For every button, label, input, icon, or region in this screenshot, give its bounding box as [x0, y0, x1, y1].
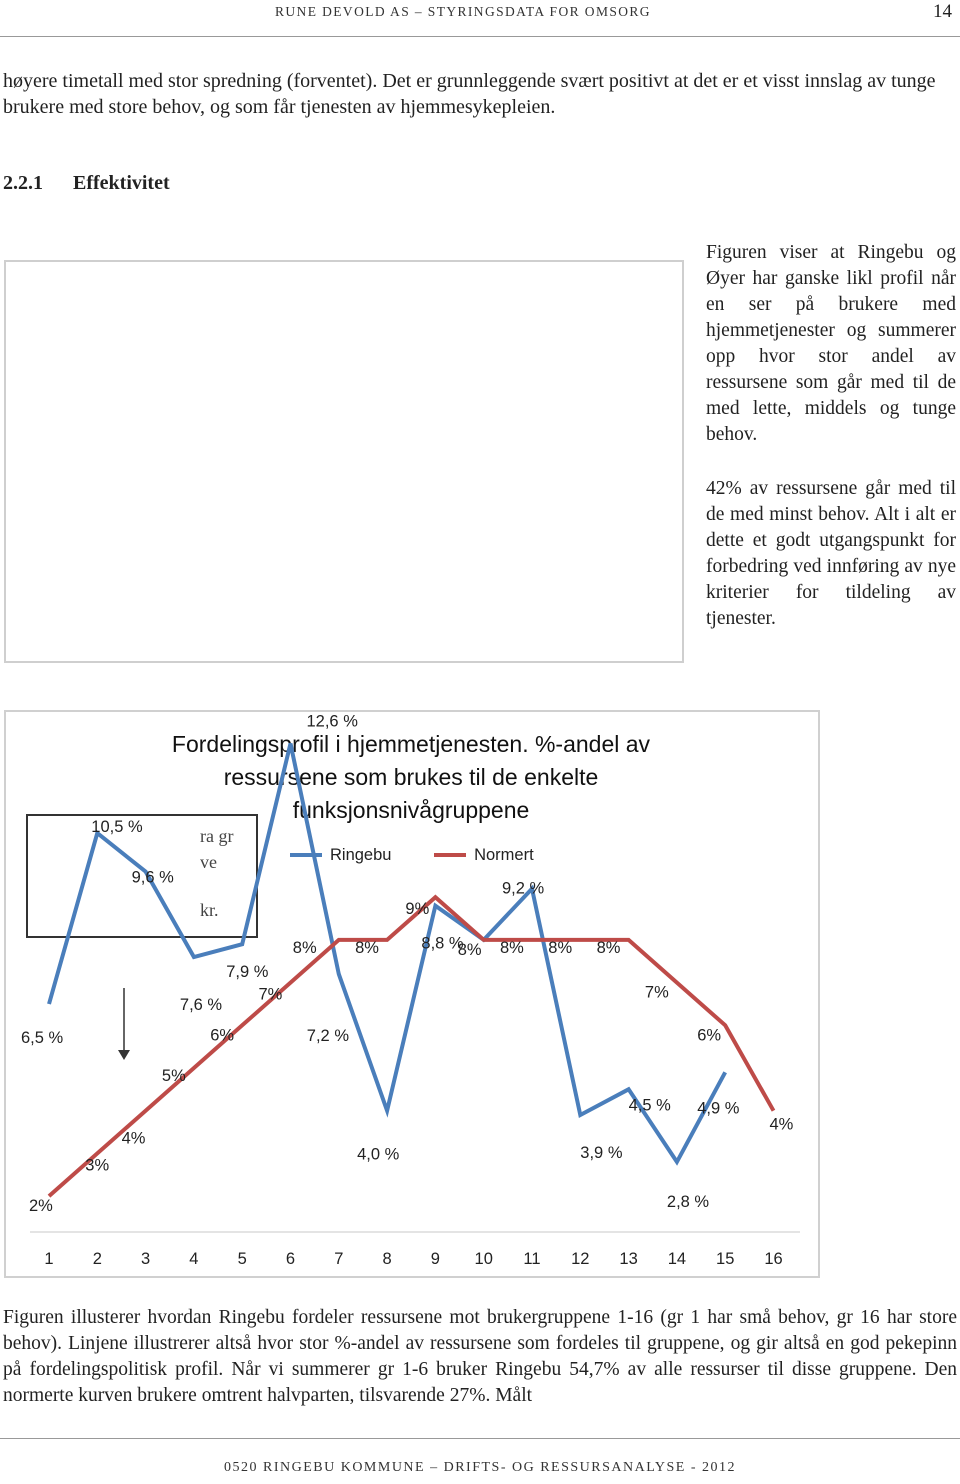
data-label: 6%	[210, 1026, 235, 1045]
side-paragraph-2: 42% av ressursene går med til de med minst behov. Alt i alt er dette et godt utgangspunkt for forbedring ved innføring av nye kriterier for tildeling av tjenester.	[706, 478, 956, 629]
overlay-fragment: kr.	[200, 900, 219, 920]
x-tick-label: 15	[716, 1250, 735, 1268]
data-label: 5%	[161, 1067, 186, 1085]
x-tick-label: 4	[189, 1250, 199, 1268]
data-label: 10,5 %	[91, 818, 143, 837]
series-line-normert	[49, 897, 774, 1196]
x-tick-label: 3	[141, 1250, 151, 1268]
data-label: 8%	[355, 938, 379, 957]
page-footer	[0, 1438, 960, 1484]
data-label: 7,6 %	[179, 995, 223, 1014]
x-tick-label: 8	[382, 1250, 392, 1268]
data-label: 4%	[121, 1129, 146, 1148]
data-label: 7,2 %	[306, 1027, 350, 1046]
data-label: 4,0 %	[357, 1145, 400, 1164]
intro-paragraph: høyere timetall med stor spredning (forventet). Det er grunnleggende svært positivt at det er et visst innslag av tunge brukere med store behov, og som får tjenesten av hjemmesykepleien.	[3, 70, 936, 118]
data-label: 8%	[500, 938, 524, 957]
data-label: 9,2 %	[502, 879, 545, 898]
data-label: 7%	[258, 985, 283, 1004]
data-label: 6%	[697, 1026, 722, 1045]
annotation-arrow-head	[118, 1050, 130, 1060]
x-tick-label: 12	[571, 1250, 590, 1268]
legend-label: Ringebu	[330, 845, 392, 864]
data-label: 4,9 %	[697, 1099, 740, 1118]
data-label: 6,5 %	[21, 1028, 64, 1047]
x-tick-label: 6	[285, 1250, 296, 1268]
x-tick-label: 2	[92, 1250, 102, 1268]
running-title: RUNE DEVOLD AS – STYRINGSDATA FOR OMSORG	[275, 4, 651, 19]
data-label: 4%	[769, 1115, 794, 1134]
x-tick-label: 16	[764, 1250, 783, 1268]
x-tick-label: 5	[237, 1250, 247, 1268]
x-tick-label: 10	[474, 1250, 493, 1268]
data-label: 3,9 %	[580, 1143, 623, 1162]
x-tick-label: 7	[334, 1250, 344, 1268]
figure-caption: Figuren illusterer hvordan Ringebu fordeler ressursene mot brukergruppene 1-16 (gr 1 har små behov, gr 16 har store behov). Linjene illustrerer altså hvor stor %-andel av ressursene som fordeles til gruppene, og gir altså en god pekepinn på fordelingspolitisk profil. Når vi summerer gr 1-6 bruker Ringebu 54,7% av alle ressurser til disse gruppene. Den normerte kurven brukere omtrent halvparten, tilsvarende 27%. Målt	[3, 1307, 957, 1406]
data-label: 12,6 %	[306, 712, 358, 731]
data-label: 2,8 %	[666, 1192, 710, 1211]
data-label: 9%	[405, 900, 430, 919]
data-label: 8%	[596, 938, 621, 957]
x-tick-label: 1	[44, 1250, 54, 1268]
x-tick-label: 14	[667, 1250, 687, 1268]
page-number: 14	[933, 1, 952, 22]
overlay-fragment: ra gr	[200, 826, 234, 846]
data-label: 8%	[457, 940, 482, 959]
data-label: 8%	[292, 938, 317, 957]
section-title: Effektivitet	[73, 172, 170, 194]
overlay-fragment: ve	[200, 852, 217, 872]
section-number: 2.2.1	[3, 172, 43, 194]
chart-title: Fordelingsprofil i hjemmetjenesten. %-andel av ressursene som brukes til de enkelte funksjonsnivågruppene	[171, 731, 651, 823]
data-label: 7%	[644, 983, 669, 1002]
data-label: 4,5 %	[628, 1096, 671, 1115]
data-label: 7,9 %	[226, 963, 269, 982]
legend-label: Normert	[474, 845, 534, 864]
footer-text: 0520 RINGEBU KOMMUNE – DRIFTS- OG RESSURSANALYSE - 2012	[223, 1460, 736, 1475]
data-label: 8,8 %	[421, 934, 464, 953]
x-tick-label: 13	[619, 1250, 638, 1268]
data-label: 2%	[29, 1197, 53, 1216]
data-label: 9,6 %	[131, 868, 174, 887]
data-label: 8%	[548, 938, 573, 957]
data-label: 3%	[85, 1156, 110, 1175]
x-tick-label: 9	[430, 1250, 440, 1268]
side-paragraph-1: Figuren viser at Ringebu og Øyer har ganske likl profil når en ser på brukere med hjemmetjenester og summerer opp hvor stor andel av ressursene som går med til de med lette, middels og tunge behov.	[706, 242, 956, 445]
x-tick-label: 11	[523, 1250, 541, 1268]
series-line-ringebu	[49, 744, 725, 1162]
footer-divider	[0, 1438, 960, 1439]
